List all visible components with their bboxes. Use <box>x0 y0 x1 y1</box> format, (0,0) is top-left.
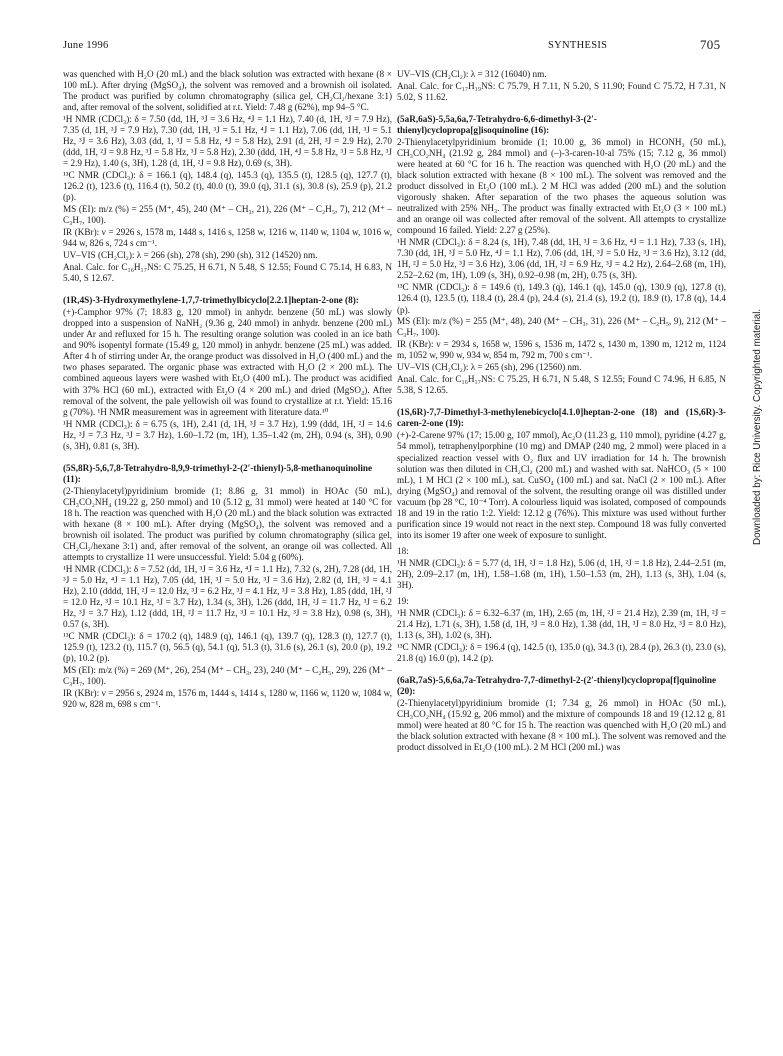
section-heading: (5aR,6aS)-5,5a,6a,7-Tetrahydro-6,6-dimethyl-3-(2′-thienyl)cyclopropa[g]isoquinoline (16): <box>397 114 597 136</box>
paragraph: (+)-2-Carene 97% (17; 15.00 g, 107 mmol), Ac₂O (11.23 g, 110 mmol), pyridine (4.27 g, 54 mmol), tetraphenylporphine (10 mg) and DMAP (240 mg, 2 mmol) were placed in a specialized reaction vessel with O₂ flux and UV irradiation for 14 h. The brownish solution was then diluted in CH₂Cl₂ (200 mL) and washed with sat. NaHCO₃ (5 × 100 mL), 1 M HCl (2 × 100 mL), sat. CuSO₄ (100 mL) and sat. NaCl (2 × 100 mL). After drying (MgSO₄) and removal of the solvent, the resulting orange oil was distilled under vacuum (bp 28 °C, 10⁻⁴ Torr). A colourless liquid was isolated, composed of compounds 18 and 19 in the ratio 1:2. Yield: 12.12 g (76%). This mixture was used without further purification since 19 would not react in the next step. Compound 18 was fully converted into its isomer 19 after one week of exposure to sunlight. <box>397 430 726 540</box>
paragraph: MS (EI): m/z (%) = 255 (M⁺, 48), 240 (M⁺ – CH₃, 31), 226 (M⁺ – C₂H₅, 9), 212 (M⁺ – C₃H₇, 100). <box>397 316 726 338</box>
header-page-number: 705 <box>700 37 721 52</box>
section-heading: (6aR,7aS)-5,6,6a,7a-Tetrahydro-7,7-dimethyl-2-(2′-thienyl)cyclopropa[f]quinoline (20): <box>397 675 717 697</box>
header-journal-name: SYNTHESIS <box>548 40 608 51</box>
paragraph: (+)-Camphor 97% (7; 18.83 g, 120 mmol) in anhydr. benzene (50 mL) was slowly dropped into a suspension of NaNH₂ (9.36 g, 240 mmol) in anhydr. benzene (200 mL) under Ar and refluxed for 15 h. The resulting orange solution was cooled in an ice bath and 90% isopentyl formate (15.49 g, 120 mmol) in anhydr. benzene (25 mL) was added. After 4 h of stirring under Ar, the orange product was dissolved in H₂O (400 mL) and the two phases separated. The organic phase was extracted with H₂O (2 × 200 mL). The combined aqueous layers were washed with Et₂O (400 mL). The product was acidified with 37% HCl (60 mL), extracted with Et₂O (4 × 200 mL) and dried (MgSO₄). After removal of the solvent, the pale yellowish oil was found to crystallize at r.t. Yield: 15.16 g (70%). ¹H NMR measurement was in agreement with literature data.¹⁰ <box>63 307 392 417</box>
paragraph: Anal. Calc. for C₁₇H₁₉NS: C 75.79, H 7.11, N 5.20, S 11.90; Found C 75.72, H 7.31, N 5.02, S 11.62. <box>397 80 726 102</box>
paragraph: ¹H NMR (CDCl₃): δ = 7.52 (dd, 1H, ³J = 3.6 Hz, ⁴J = 1.1 Hz), 7.32 (s, 2H), 7.28 (dd, 1H, ³J = 5.0 Hz, ⁴J = 1.1 Hz), 7.05 (dd, 1H, ³J = 5.0 Hz, ³J = 3.6 Hz), 2.82 (d, 1H, ³J = 4.1 Hz), 2.10 (dddd, 1H, ²J = 12.0 Hz, ³J = 6.2 Hz, ³J = 4.1 Hz, ³J = 3.8 Hz), 1.85 (ddd, 1H, ²J = 12.0 Hz, ³J = 10.1 Hz, ³J = 3.7 Hz), 1.34 (s, 3H), 1.26 (ddd, 1H, ²J = 11.7 Hz, ³J = 6.2 Hz, ³J = 3.7 Hz), 1.12 (ddd, 1H, ²J = 11.7 Hz, ³J = 10.1 Hz, ³J = 3.8 Hz), 0.98 (s, 3H), 0.57 (s, 3H). <box>63 563 392 630</box>
paragraph: Anal. Calc. for C₁₆H₁₇NS: C 75.25, H 6.71, N 5.48, S 12.55; Found C 74.96, H 6.85, N 5.38, S 12.65. <box>397 374 726 396</box>
paragraph: MS (EI): m/z (%) = 269 (M⁺, 26), 254 (M⁺ – CH₃, 23), 240 (M⁺ – C₂H₅, 29), 226 (M⁺ – C₃H₇, 100). <box>63 665 392 687</box>
compound-label: 18: <box>397 545 409 556</box>
paragraph: ¹H NMR (CDCl₃): δ = 6.75 (s, 1H), 2.41 (d, 1H, ³J = 3.7 Hz), 1.99 (ddd, 1H, ²J = 14.6 Hz, ³J = 7.3 Hz, ³J = 3.7 Hz), 1.60–1.72 (m, 1H), 1.35–1.42 (m, 2H), 0.94 (s, 3H), 0.90 (s, 3H), 0.81 (s, 3H). <box>63 418 392 451</box>
paragraph: UV–VIS (CH₂Cl₂): λ = 266 (sh), 278 (sh), 290 (sh), 312 (14520) nm. <box>63 250 318 261</box>
paragraph: (2-Thienylacetyl)pyridinium bromide (1; 8.86 g, 31 mmol) in HOAc (50 mL), CH₃CO₂NH₄ (19.22 g, 250 mmol) and 10 (5.12 g, 31 mmol) were heated at 140 °C for 18 h. The reaction was quenched with H₂O (20 mL) and the black solution was extracted with hexane (8 × 100 mL). After drying (MgSO₄), the solvent was removed and a brownish oil isolated. The product was purified by column chromatography (silica gel, CH₂Cl₂/hexane 3:1) and, after removal of the solvent, an orange oil was collected. All attempts to crystallize 11 were unsuccessful. Yield: 5.04 g (60%). <box>63 485 392 562</box>
paragraph: ¹³C NMR (CDCl₃): δ = 166.1 (q), 148.4 (q), 145.3 (q), 135.5 (t), 128.5 (q), 127.7 (t), 126.2 (t), 123.6 (t), 116.4 (t), 50.2 (t), 40.0 (t), 39.0 (q), 31.1 (s), 30.8 (s), 25.9 (p), 21.2 (p). <box>63 170 392 203</box>
section-heading: (1R,4S)-3-Hydroxymethylene-1,7,7-trimethylbicyclo[2.2.1]heptan-2-one (8): <box>63 295 359 306</box>
right-column <box>397 69 726 753</box>
paragraph: ¹H NMR (CDCl₃): δ = 6.32–6.37 (m, 1H), 2.65 (m, 1H, ²J = 21.4 Hz), 2.39 (m, 1H, ²J = 21.4 Hz), 1.71 (s, 3H), 1.58 (d, 1H, ³J = 8.0 Hz), 1.38 (dd, 1H, ³J = 8.0 Hz, ³J = 8.0 Hz), 1.13 (s, 3H), 1.02 (s, 3H). <box>397 607 726 640</box>
paragraph: UV–VIS (CH₂Cl₂): λ = 265 (sh), 296 (12560) nm. <box>397 362 582 373</box>
paragraph: ¹³C NMR (CDCl₃): δ = 149.6 (t), 149.3 (q), 146.1 (q), 145.0 (q), 130.9 (q), 127.8 (t), 126.4 (t), 123.5 (t), 118.4 (t), 28.4 (p), 24.4 (s), 21.4 (s), 19.2 (t), 18.9 (t), 17.8 (q), 14.4 (p). <box>397 282 726 315</box>
section-heading: (1S,6R)-7,7-Dimethyl-3-methylenebicyclo[4.1.0]heptan-2-one (18) and (1S,6R)-3-caren-2-one (19): <box>397 407 726 429</box>
paragraph: ¹³C NMR (CDCl₃): δ = 170.2 (q), 148.9 (q), 146.1 (q), 139.7 (q), 128.3 (t), 127.7 (t), 125.9 (t), 123.2 (t), 115.7 (t), 56.5 (q), 54.1 (q), 51.3 (t), 31.6 (s), 26.1 (s), 20.0 (p), 19.2 (p), 10.2 (p). <box>63 631 392 664</box>
paragraph: MS (EI): m/z (%) = 255 (M⁺, 45), 240 (M⁺ – CH₃, 21), 226 (M⁺ – C₂H₅, 7), 212 (M⁺ – C₃H₇, 100). <box>63 204 392 226</box>
header-date: June 1996 <box>63 40 109 51</box>
compound-label: 19: <box>397 595 409 606</box>
paragraph: ¹H NMR (CDCl₃): δ = 8.24 (s, 1H), 7.48 (dd, 1H, ³J = 3.6 Hz, ⁴J = 1.1 Hz), 7.33 (s, 1H), 7.30 (dd, 1H, ³J = 5.0 Hz, ⁴J = 1.1 Hz), 7.06 (dd, 1H, ³J = 5.0 Hz, ³J = 3.6 Hz), 3.12 (dd, 1H, ²J = 5.0 Hz, ³J = 3.6 Hz), 3.06 (dd, 1H, ²J = 6.9 Hz, ³J = 4.2 Hz), 2.64–2.68 (m, 1H), 2.52–2.62 (m, 1H), 1.09 (s, 3H), 0.92–0.98 (m, 2H), 0.75 (s, 3H). <box>397 237 726 281</box>
paragraph: (2-Thienylacetyl)pyridinium bromide (1; 7.34 g, 26 mmol) in HOAc (50 mL), CH₃CO₂NH₄ (15.92 g, 206 mmol) and the mixture of compounds 18 and 19 (12.12 g, 81 mmol) were heated at 80 °C for 15 h. The reaction was quenched with H₂O (20 mL) and the black solution extracted with hexane (8 × 100 mL). The solvent was removed and the product dissolved in Et₂O (100 mL). 2 M HCl (200 mL) was <box>397 698 726 753</box>
paragraph: 2-Thienylacetylpyridinium bromide (1; 10.00 g, 36 mmol) in HCONH₂ (50 mL), CH₃CO₂NH₄ (21.92 g, 284 mmol) and (–)-3-caren-10-al 75% (15; 7.12 g, 36 mmol) were heated at 60 °C for 16 h. The reaction was quenched with H₂O (20 mL) and the black solution extracted with hexane (8 × 100 mL). The solvent was removed and the product dissolved in Et₂O (100 mL). 2 M HCl was added (200 mL) and the solution vigorously shaken. After separation of the two phases the aqueous solution was neutralized with 25% NH₃. The product was finally extracted with Et₂O (3 × 100 mL) and an orange oil was collected after removal of the solvent. All attempts to crystallize compound 16 failed. Yield: 2.27 g (25%). <box>397 137 726 236</box>
left-column <box>63 69 392 710</box>
download-watermark: Downloaded by: Rice University. Copyrighted material. <box>752 308 763 545</box>
paragraph: was quenched with H₂O (20 mL) and the black solution was extracted with hexane (8 × 100 mL). After drying (MgSO₄), the solvent was removed and a brownish oil isolated. The product was purified by column chromatography (silica gel, CH₂Cl₂/hexane 3:1) and, after removal of the solvent, solidified at r.t. Yield: 7.48 g (62%), mp 94–5 °C. <box>63 69 392 113</box>
paragraph: IR (KBr): ν = 2934 s, 1658 w, 1596 s, 1536 m, 1472 s, 1430 m, 1390 m, 1212 m, 1124 m, 1052 w, 990 w, 934 w, 854 m, 792 m, 700 s cm⁻¹. <box>397 339 726 361</box>
paragraph: ¹H NMR (CDCl₃): δ = 5.77 (d, 1H, ²J = 1.8 Hz), 5.06 (d, 1H, ²J = 1.8 Hz), 2.44–2.51 (m, 2H), 2.09–2.17 (m, 1H), 1.58–1.68 (m, 1H), 1.50–1.53 (m, 2H), 1.13 (s, 3H), 1.04 (s, 3H). <box>397 557 726 590</box>
section-heading: (5S,8R)-5,6,7,8-Tetrahydro-8,9,9-trimethyl-2-(2′-thienyl)-5,8-methanoquinoline (11): <box>63 462 373 484</box>
paragraph: Anal. Calc. for C₁₆H₁₇NS: C 75.25, H 6.71, N 5.48, S 12.55; Found C 75.14, H 6.83, N 5.40, S 12.67. <box>63 262 392 284</box>
paragraph: UV–VIS (CH₂Cl₂): λ = 312 (16040) nm. <box>397 69 547 79</box>
paragraph: IR (KBr): ν = 2956 s, 2924 m, 1576 m, 1444 s, 1414 s, 1280 w, 1166 w, 1120 w, 1084 w, 920 w, 828 m, 698 s cm⁻¹. <box>63 688 392 710</box>
paragraph: ¹H NMR (CDCl₃): δ = 7.50 (dd, 1H, ³J = 3.6 Hz, ⁴J = 1.1 Hz), 7.40 (d, 1H, ³J = 7.9 Hz), 7.35 (d, 1H, ³J = 7.9 Hz), 7.30 (dd, 1H, ³J = 5.1 Hz, ⁴J = 1.1 Hz), 7.06 (dd, 1H, ³J = 5.1 Hz, ³J = 3.6 Hz), 3.03 (dd, 1, ³J = 5.8 Hz, ⁴J = 5.8 Hz), 2.91 (d, 2H, ³J = 2.9 Hz), 2.70 (ddd, 1H, ²J = 9.8 Hz, ³J = 5.8 Hz, ³J = 5.8 Hz), 2.30 (ddd, 1H, ⁴J = 5.8 Hz, ³J = 5.8 Hz, ³J = 2.9 Hz), 1.40 (s, 3H), 1.28 (d, 1H, ²J = 9.8 Hz), 0.69 (s, 3H). <box>63 114 392 169</box>
paragraph: IR (KBr): ν = 2926 s, 1578 m, 1448 s, 1416 s, 1258 w, 1216 w, 1140 w, 1104 w, 1016 w, 944 w, 826 s, 724 s cm⁻¹. <box>63 227 392 249</box>
paragraph: ¹³C NMR (CDCl₃): δ = 196.4 (q), 142.5 (t), 135.0 (q), 34.3 (t), 28.4 (p), 26.3 (t), 23.0 (s), 21.8 (q) 16.0 (p), 14.2 (p). <box>397 641 726 663</box>
